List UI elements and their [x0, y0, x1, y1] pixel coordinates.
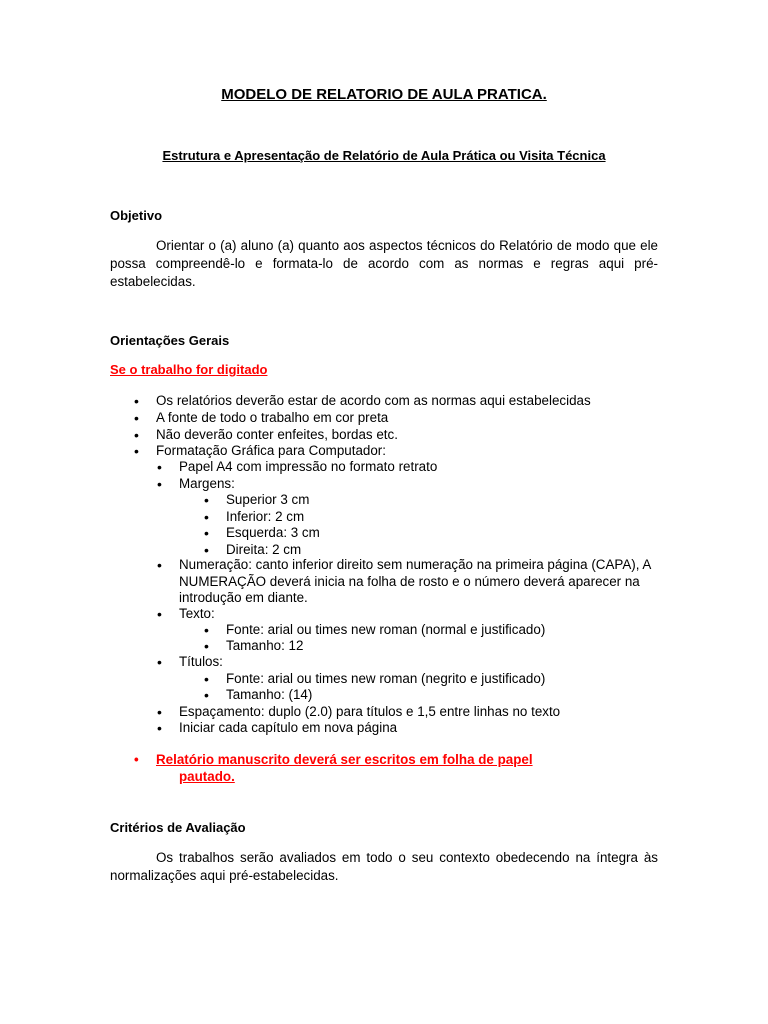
list-item: • Fonte: arial ou times new roman (negrito e justificado) — [204, 671, 546, 687]
list-item: • Tamanho: 12 — [204, 638, 304, 654]
list-item: • Direita: 2 cm — [204, 542, 302, 558]
list-item: • Formatação Gráfica para Computador: — [134, 443, 386, 459]
list-item: • Fonte: arial ou times new roman (normal e justificado) — [204, 622, 546, 638]
list-item: • Títulos: — [157, 654, 223, 670]
bullet-icon: • — [157, 606, 162, 622]
list-item: • Texto: — [157, 606, 215, 622]
list-item: • Inferior: 2 cm — [204, 509, 305, 525]
manuscrito-item — [134, 751, 626, 785]
objetivo-text: Orientar o (a) aluno (a) quanto aos aspectos técnicos do Relatório de modo que ele possa compreendê-lo e formata-lo de acordo com as normas e regras aqui pré-estabelecidas. — [110, 238, 658, 289]
list-item: • Papel A4 com impressão no formato retrato — [157, 459, 438, 475]
list-item: • Os relatórios deverão estar de acordo com as normas aqui estabelecidas — [134, 393, 591, 409]
list-item: • Tamanho: (14) — [204, 687, 313, 703]
list-item: • Superior 3 cm — [204, 492, 310, 508]
bullet-icon: • — [134, 752, 139, 767]
manuscrito-line2: pautado. — [179, 769, 235, 784]
objetivo-paragraph — [110, 237, 658, 291]
list-item: • A fonte de todo o trabalho em cor preta — [134, 410, 389, 426]
bullet-icon: • — [157, 459, 162, 475]
bullet-icon: • — [157, 704, 162, 720]
document-title: MODELO DE RELATORIO DE AULA PRATICA. — [221, 86, 547, 103]
list-item: • Esquerda: 3 cm — [204, 525, 320, 541]
bullet-icon: • — [204, 509, 209, 525]
bullet-icon: • — [204, 542, 209, 558]
bullet-icon: • — [134, 443, 139, 459]
bullet-icon: • — [204, 671, 209, 687]
bullet-icon: • — [204, 687, 209, 703]
manuscrito-line1: Relatório manuscrito deverá ser escritos em folha de papel — [156, 752, 533, 767]
list-item: • Margens: — [157, 476, 235, 492]
list-item: • Não deverão conter enfeites, bordas etc. — [134, 427, 398, 443]
objetivo-heading: Objetivo — [110, 208, 163, 223]
bullet-icon: • — [157, 654, 162, 670]
bullet-icon: • — [134, 410, 139, 426]
digitado-heading: Se o trabalho for digitado — [110, 362, 268, 377]
bullet-icon: • — [157, 720, 162, 736]
bullet-icon: • — [157, 557, 162, 573]
bullet-icon: • — [157, 476, 162, 492]
list-item: • Espaçamento: duplo (2.0) para títulos e 1,5 entre linhas no texto — [157, 704, 561, 720]
bullet-icon: • — [204, 638, 209, 654]
bullet-icon: • — [204, 492, 209, 508]
criterios-heading: Critérios de Avaliação — [110, 820, 246, 835]
bullet-icon: • — [134, 393, 139, 409]
orientacoes-heading: Orientações Gerais — [110, 333, 230, 348]
bullet-icon: • — [204, 622, 209, 638]
list-item: • Iniciar cada capítulo em nova página — [157, 720, 398, 736]
criterios-paragraph — [110, 849, 658, 885]
document-subtitle: Estrutura e Apresentação de Relatório de Aula Prática ou Visita Técnica — [162, 148, 606, 163]
bullet-icon: • — [134, 427, 139, 443]
list-item: • Numeração: canto inferior direito sem numeração na primeira página (CAPA), A NUMERAÇÃO deverá inicia na folha de rosto e o número deverá aparecer na introdução em diante. — [157, 557, 651, 605]
bullet-icon: • — [204, 525, 209, 541]
criterios-text: Os trabalhos serão avaliados em todo o seu contexto obedecendo na íntegra às normalizações aqui pré-estabelecidas. — [110, 850, 658, 883]
